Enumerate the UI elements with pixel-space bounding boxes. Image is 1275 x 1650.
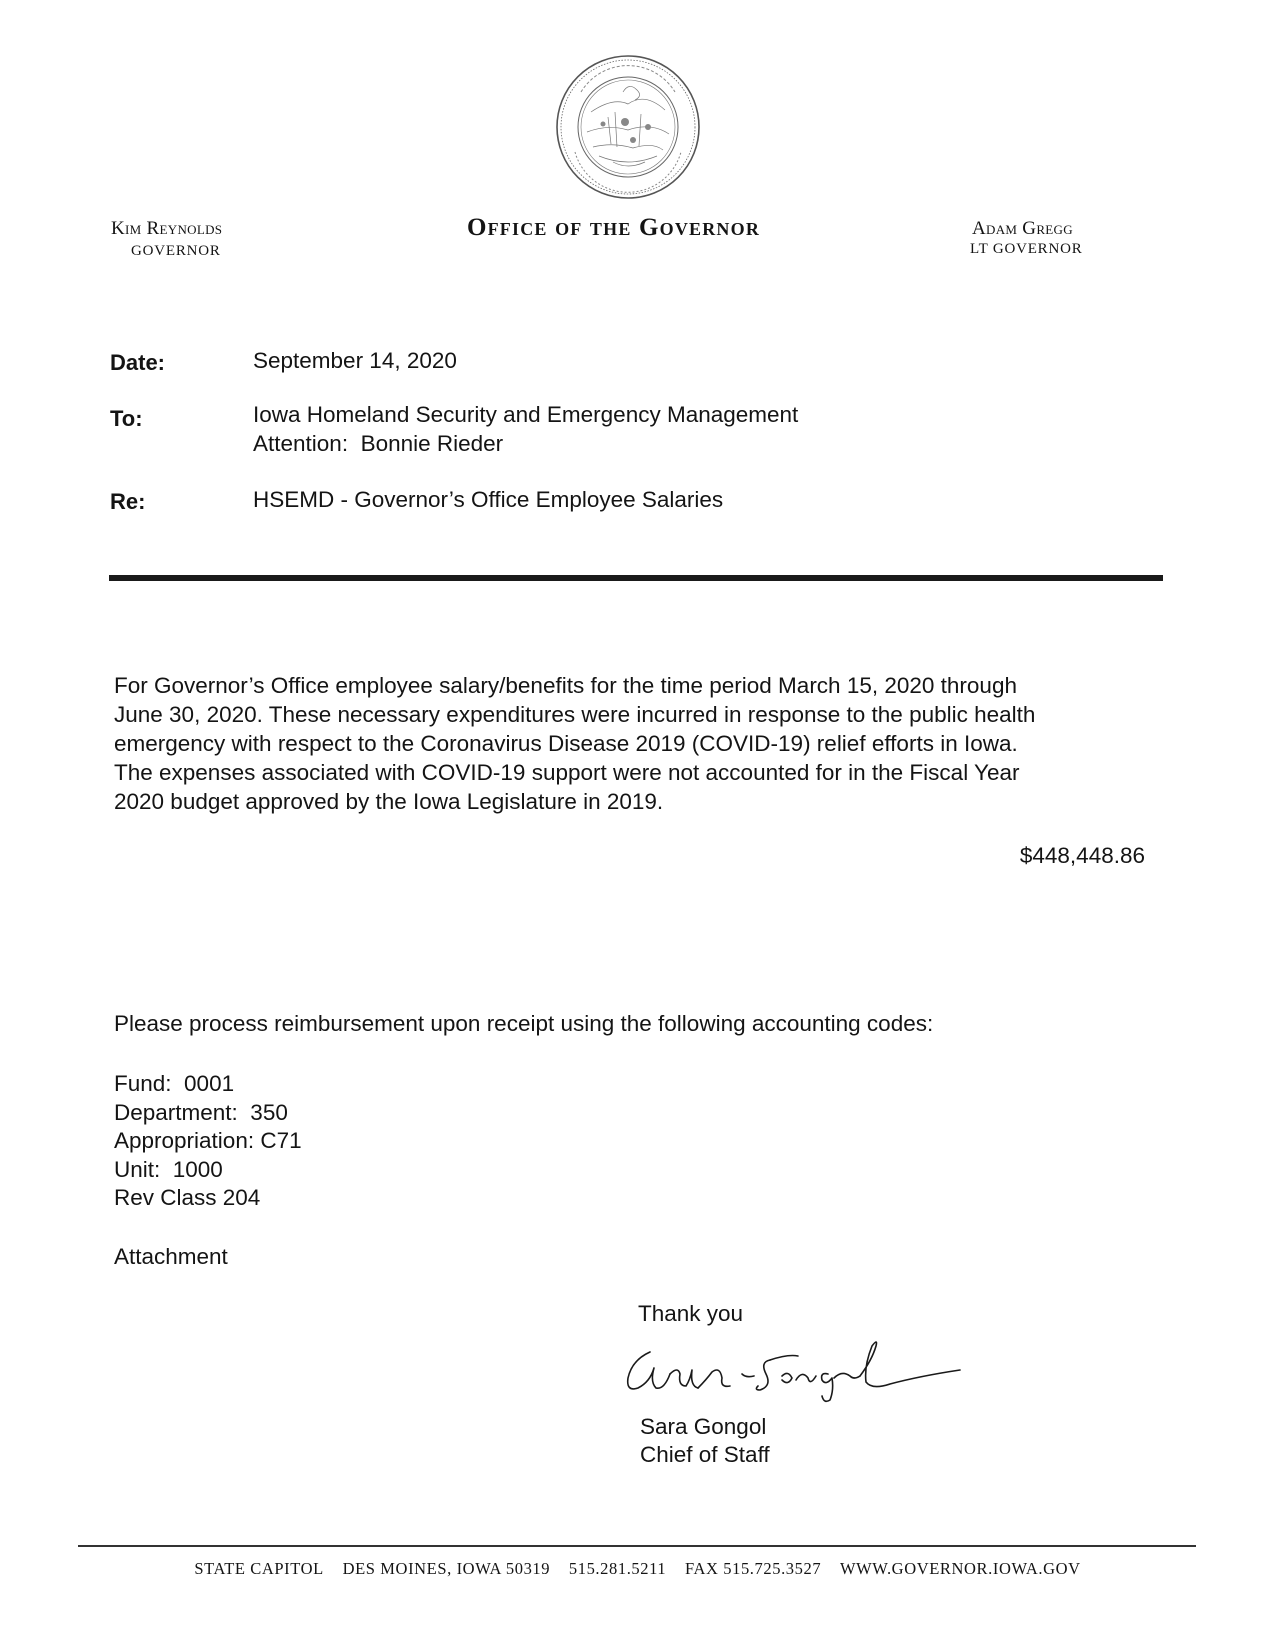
governor-name-text: Kim Reynolds [111, 218, 223, 239]
footer-city: DES MOINES, IOWA 50319 [342, 1559, 551, 1578]
office-title-text: Office of the Governor [466, 214, 761, 241]
office-title [0, 214, 1275, 242]
footer-address: STATE CAPITOL [194, 1559, 324, 1578]
header-divider [109, 575, 1163, 581]
footer-fax: FAX 515.725.3527 [684, 1559, 822, 1578]
code-line-appropriation: Appropriation: C71 [114, 1128, 302, 1153]
code-line-unit: Unit: 1000 [114, 1156, 223, 1182]
instruction-text: Please process reimbursement upon receipt using the following accounting codes: [114, 1011, 934, 1036]
to-line-1: Iowa Homeland Security and Emergency Management [253, 402, 799, 427]
signer-title: Chief of Staff [640, 1442, 770, 1467]
body-line: For Governor’s Office employee salary/benefits for the time period March 15, 2020 through [114, 673, 1017, 698]
body-line: 2020 budget approved by the Iowa Legislature in 2019. [114, 789, 664, 814]
signer-name: Sara Gongol [640, 1414, 767, 1439]
body-paragraph [114, 671, 1174, 816]
lt-governor-name [972, 218, 1073, 240]
closing-thanks: Thank you [638, 1301, 744, 1326]
lt-governor-title: LT GOVERNOR [970, 241, 1083, 257]
governor-title: GOVERNOR [131, 243, 221, 259]
body-line: emergency with respect to the Coronavirus Disease 2019 (COVID-19) relief efforts in Iowa. [114, 731, 1018, 756]
footer-phone: 515.281.5211 [568, 1559, 667, 1578]
reimbursement-amount: $448,448.86 [1019, 843, 1145, 868]
re-value: HSEMD - Governor’s Office Employee Salaries [253, 487, 724, 512]
code-line-department: Department: 350 [114, 1099, 288, 1125]
code-line-fund: Fund: 0001 [114, 1071, 235, 1096]
date-value: September 14, 2020 [253, 348, 457, 373]
attachment-note: Attachment [114, 1244, 228, 1269]
footer-website: WWW.GOVERNOR.IOWA.GOV [839, 1559, 1081, 1578]
signer-block [640, 1413, 770, 1469]
re-label: Re: [110, 489, 146, 514]
code-line-rev-class: Rev Class 204 [114, 1185, 261, 1210]
body-line: June 30, 2020. These necessary expenditures were incurred in response to the public health [114, 702, 1036, 727]
to-line-2: Attention: Bonnie Rieder [253, 431, 504, 456]
handwritten-signature [620, 1330, 980, 1405]
footer-divider [78, 1545, 1196, 1547]
footer-contact [0, 1559, 1275, 1579]
to-label: To: [110, 406, 143, 431]
state-seal-image [553, 52, 703, 202]
date-label: Date: [110, 350, 166, 375]
lt-governor-name-text: Adam Gregg [972, 218, 1073, 239]
body-line: The expenses associated with COVID-19 support were not accounted for in the Fiscal Year [114, 760, 1020, 785]
accounting-codes [114, 1070, 302, 1213]
